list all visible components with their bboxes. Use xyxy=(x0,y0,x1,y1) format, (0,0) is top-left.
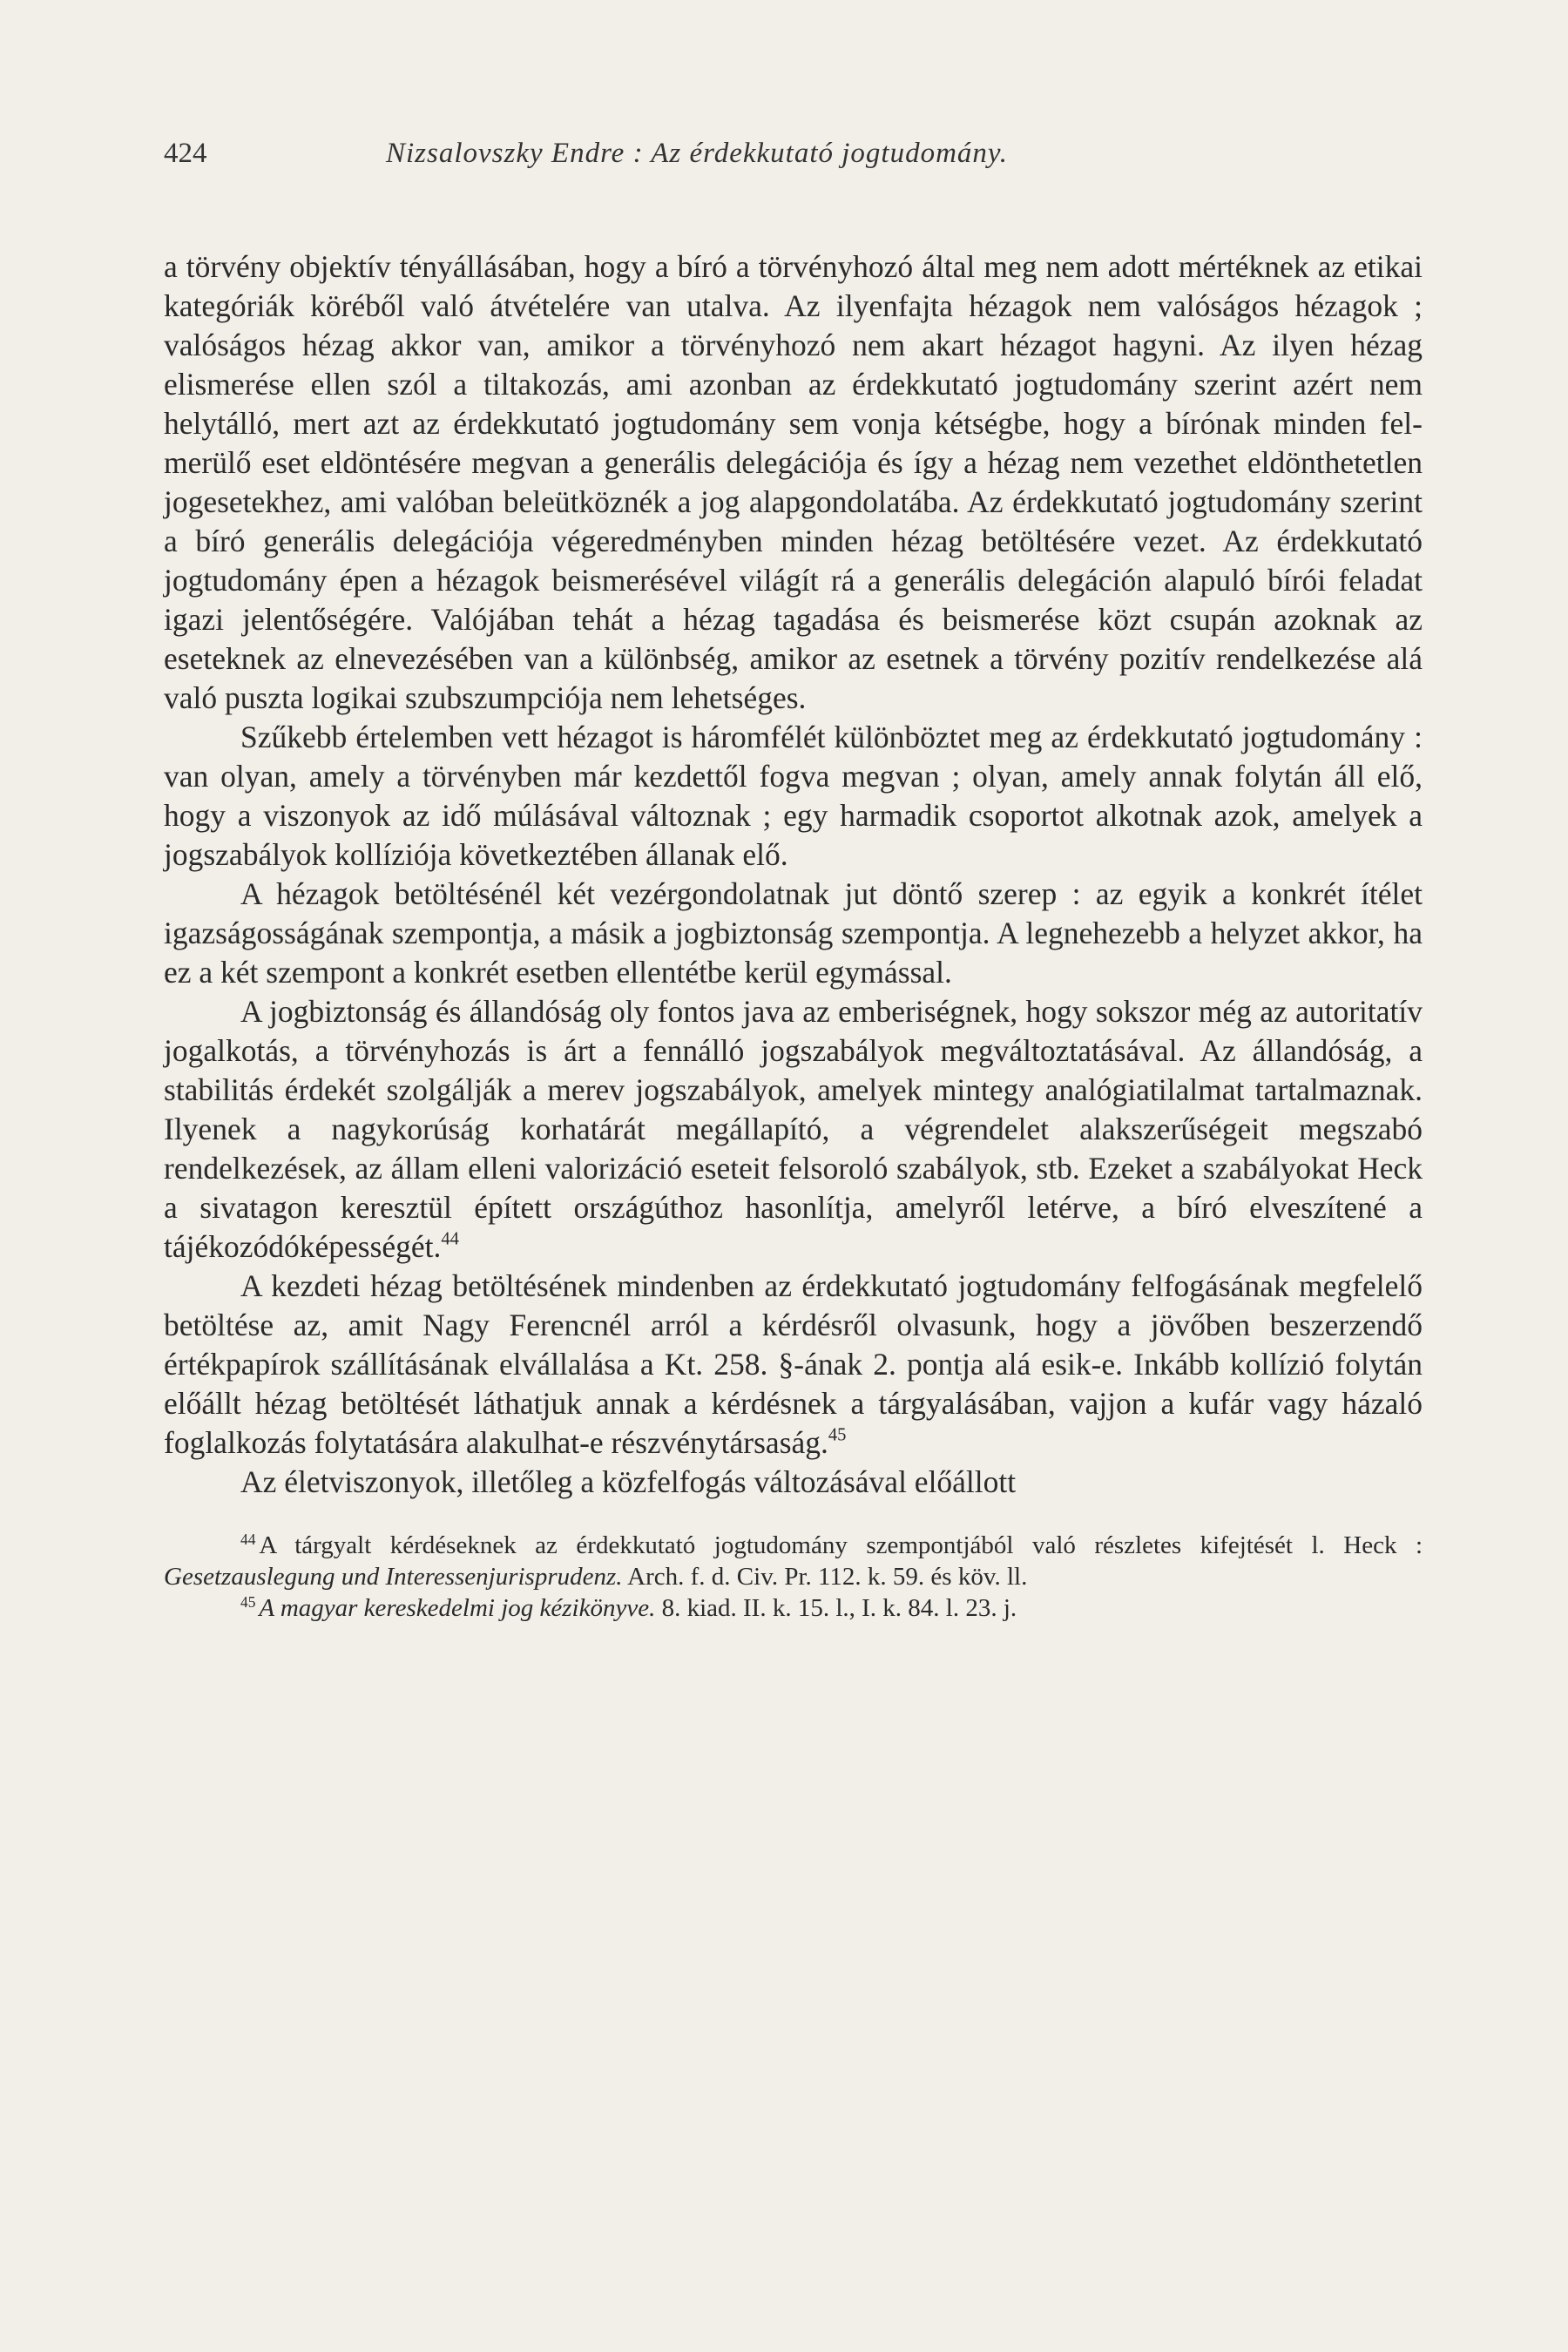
running-head xyxy=(164,138,1423,190)
footnote-text: A tárgyalt kérdéseknek az érdekkutató jogtudomány szempontjából való részletes kifejtését l. Heck : xyxy=(259,1531,1423,1559)
paragraph xyxy=(164,718,1423,875)
body-text xyxy=(164,247,1423,1502)
footnote xyxy=(164,1530,1423,1592)
footnotes xyxy=(164,1530,1423,1624)
running-head-title: Nizsalovszky Endre : Az érdekkutató jogtudomány. xyxy=(386,138,1009,169)
footnote-title: A magyar kereskedelmi jog kézikönyve. xyxy=(259,1594,656,1622)
footnote-reference[interactable]: 45 xyxy=(828,1425,847,1445)
paragraph xyxy=(164,1267,1423,1463)
footnote-text: 8. kiad. II. k. 15. l., I. k. 84. l. 23. j. xyxy=(655,1594,1017,1622)
footnote-title: Gesetzauslegung und Interessenjurisprudenz. xyxy=(164,1563,623,1591)
paragraph-text: Szűkebb értelemben vett hézagot is háromfélét különböztet meg az érdekkutató jogtudomány : van olyan, amely a törvényben már kezdettől fogva megvan ; olyan, amely annak folytán áll elő, hogy a viszonyok az idő múlásával változnak ; egy harmadik csoportot alkotnak azok, amelyek a jogszabályok kollíziója következtében állanak elő. xyxy=(164,720,1423,872)
footnote xyxy=(164,1592,1423,1624)
document-page xyxy=(164,138,1423,2281)
paragraph xyxy=(164,1463,1423,1502)
paragraph-text: A jogbiztonság és állandóság oly fontos java az emberiségnek, hogy sokszor még az autoritatív jogalkotás, a törvényhozás is árt a fennálló jogszabályok megváltoztatásával. Az állandóság, a stabilitás érdekét szolgálják a merev jogszabályok, amelyek mintegy analógiatilalmat tartalmaznak. Ilyenek a nagykorúság korhatárát megállapító, a végrendelet alakszerűségeit megszabó rendelkezések, az állam elleni valorizáció eseteit felsoroló szabályok, stb. Ezeket a szabályokat Heck a sivatagon keresztül épített országúthoz hasonlítja, amelyről letérve, a bíró elveszítené a tájékozódóképességét. xyxy=(164,994,1423,1264)
footnote-marker: 44 xyxy=(240,1530,256,1548)
paragraph-text: A kezdeti hézag betöltésének mindenben az érdekkutató jogtudomány felfogásának megfelelő betöltése az, amit Nagy Ferencnél arról a kérdésről olvasunk, hogy a jövőben beszerzendő értékpapírok szállításának elvállalása a Kt. 258. §-ának 2. pontja alá esik-e. Inkább kollízió folytán előállt hézag betöltését láthatjuk annak a kérdésnek a tárgyalásában, vajjon a kufár vagy házaló foglalkozás folytatására alakulhat-e részvénytársaság. xyxy=(164,1268,1423,1460)
paragraph-text: A hézagok betöltésénél két vezérgondolatnak jut döntő szerep : az egyik a konkrét ítélet igazságosságának szempontja, a másik a jogbiztonság szempontja. A legnehezebb a helyzet akkor, ha ez a két szempont a konkrét esetben ellentétbe kerül egymással. xyxy=(164,876,1423,990)
footnote-reference[interactable]: 44 xyxy=(441,1229,459,1249)
footnote-text: Arch. f. d. Civ. Pr. 112. k. 59. és köv. ll. xyxy=(622,1563,1028,1591)
paragraph xyxy=(164,875,1423,992)
footnote-marker: 45 xyxy=(240,1592,256,1611)
paragraph-text: Az életviszonyok, illetőleg a közfelfogás változásával előállott xyxy=(240,1464,1017,1499)
paragraph xyxy=(164,247,1423,718)
paragraph xyxy=(164,992,1423,1267)
paragraph-text: a törvény objektív tényállásában, hogy a bíró a törvényhozó által meg nem adott mértéknek az etikai kategóriák köréből való átvételére van utalva. Az ilyenfajta hézagok nem valóságos hézagok ; valóságos hézag akkor van, amikor a törvényhozó nem akart hézagot hagyni. Az ilyen hézag elismerése ellen szól a tiltakozás, ami azonban az érdekkutató jogtudomány szerint azért nem helytálló, mert azt az érdekkutató jogtudomány sem vonja kétségbe, hogy a bírónak minden felmerülő eset eldöntésére megvan a generális delegációja és így a hézag nem vezethet eldönthetetlen jogesetekhez, ami valóban beleütköznék a jog alapgondolatába. Az érdekkutató jogtudomány szerint a bíró generális delegációja végeredményben minden hézag betöltésére vezet. Az érdekkutató jogtudomány épen a hézagok beismerésével világít rá a generális delegáción alapuló bírói feladat igazi jelentőségére. Valójában tehát a hézag tagadása és beismerése közt csupán azoknak az eseteknek az elnevezésében van a különbség, amikor az esetnek a törvény pozitív rendelkezése alá való puszta logikai szubszumpciója nem lehetséges. xyxy=(164,249,1423,715)
page-number: 424 xyxy=(164,138,207,169)
